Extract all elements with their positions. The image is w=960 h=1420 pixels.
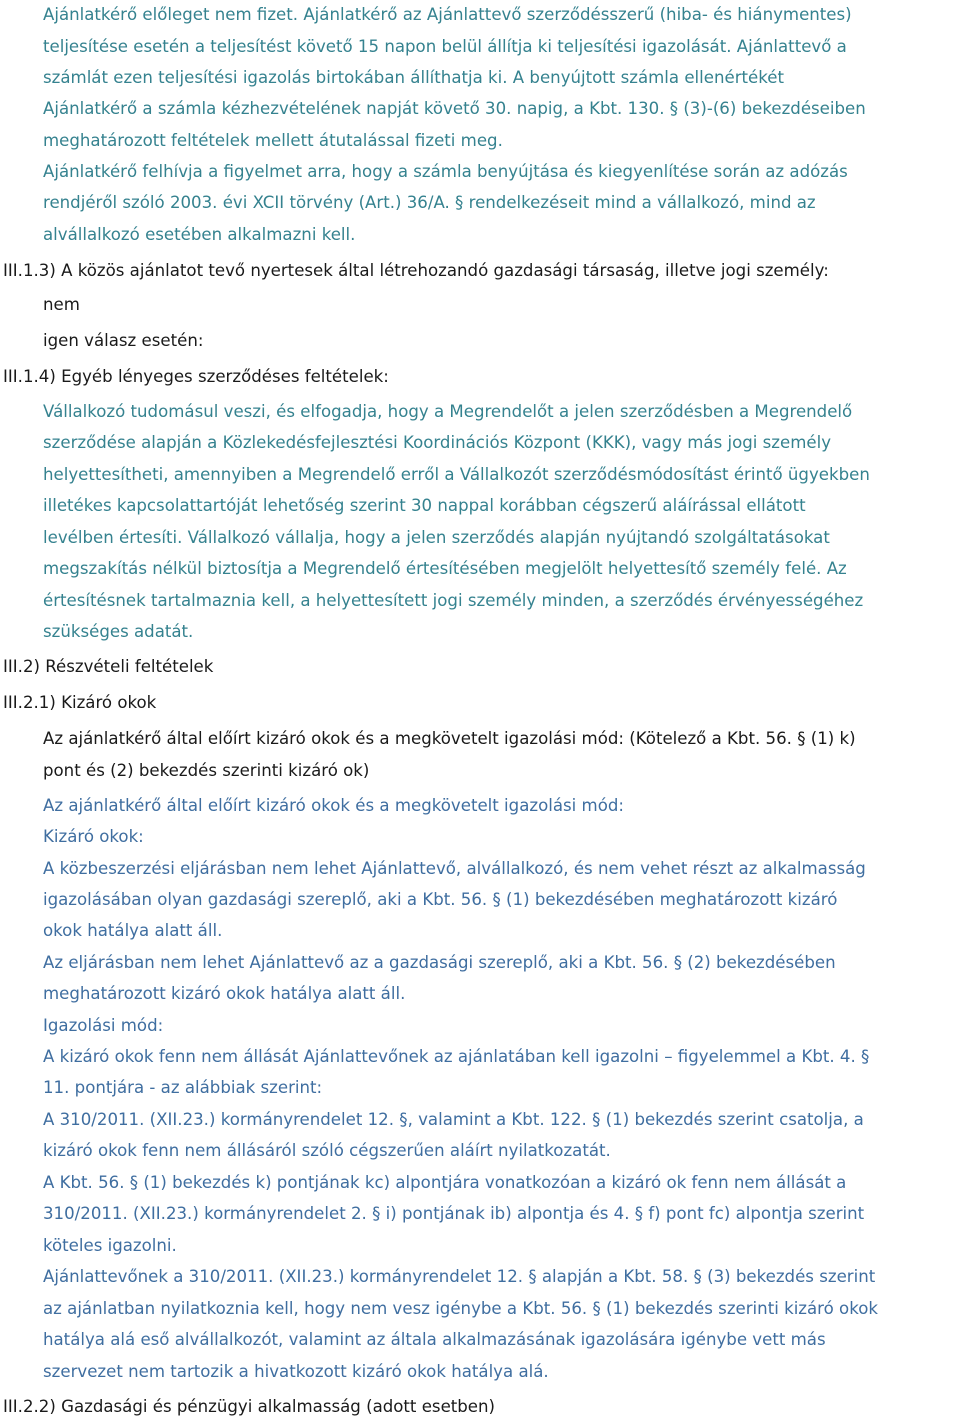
joint-bid-option-no: nem: [43, 295, 80, 314]
section-heading-iii-1-3: III.1.3) A közös ajánlatot tevő nyertesek által létrehozandó gazdasági társaság, illetve jogi személy:: [3, 261, 829, 280]
exclusion-body-line: okok hatálya alatt áll.: [43, 921, 223, 940]
exclusion-body-line: A Kbt. 56. § (1) bekezdés k) pontjának kc) alpontjára vonatkozóan a kizáró ok fenn nem állását a: [43, 1173, 847, 1192]
payment-terms-line: rendjéről szóló 2003. évi XCII törvény (Art.) 36/A. § rendelkezéseit mind a vállalkozó, mind az: [43, 193, 816, 212]
contract-terms-line: levélben értesíti. Vállalkozó vállalja, hogy a jelen szerződés alapján nyújtandó szolgáltatásokat: [43, 528, 830, 547]
exclusion-body-line: kizáró okok fenn nem állásáról szóló cégszerűen aláírt nyilatkozatát.: [43, 1141, 611, 1160]
payment-terms-line: számlát ezen teljesítési igazolás birtokában állíthatja ki. A benyújtott számla ellenértékét: [43, 68, 784, 87]
exclusion-body-line: meghatározott kizáró okok hatálya alatt áll.: [43, 984, 406, 1003]
contract-terms-line: szükséges adatát.: [43, 622, 194, 641]
exclusion-body-line: A 310/2011. (XII.23.) kormányrendelet 12. §, valamint a Kbt. 122. § (1) bekezdés szerint csatolja, a: [43, 1110, 864, 1129]
exclusion-body-line: A közbeszerzési eljárásban nem lehet Ajánlattevő, alvállalkozó, és nem vehet részt az alkalmasság: [43, 859, 866, 878]
payment-terms-line: Ajánlatkérő előleget nem fizet. Ajánlatkérő az Ajánlattevő szerződésszerű (hiba- és hiánymentes): [43, 5, 852, 24]
exclusion-intro-line: pont és (2) bekezdés szerinti kizáró ok): [43, 761, 370, 780]
exclusion-body-line: Az eljárásban nem lehet Ajánlattevő az a gazdasági szereplő, aki a Kbt. 56. § (2) bekezdésében: [43, 953, 836, 972]
exclusion-body-line: Az ajánlatkérő által előírt kizáró okok és a megkövetelt igazolási mód:: [43, 796, 624, 815]
payment-terms-line: Ajánlatkérő felhívja a figyelmet arra, hogy a számla benyújtása és kiegyenlítése során az adózás: [43, 162, 848, 181]
exclusion-body-line: igazolásában olyan gazdasági szereplő, aki a Kbt. 56. § (1) bekezdésében meghatározott kizáró: [43, 890, 838, 909]
payment-terms-line: teljesítése esetén a teljesítést követő 15 napon belül állítja ki teljesítési igazolását. Ajánlattevő a: [43, 37, 847, 56]
exclusion-body-line: A kizáró okok fenn nem állását Ajánlattevőnek az ajánlatában kell igazolni – figyelemmel a Kbt. 4. §: [43, 1047, 870, 1066]
section-heading-iii-1-4: III.1.4) Egyéb lényeges szerződéses feltételek:: [3, 367, 389, 386]
exclusion-body-line: 11. pontjára - az alábbiak szerint:: [43, 1078, 323, 1097]
contract-terms-line: helyettesítheti, amennyiben a Megrendelő erről a Vállalkozót szerződésmódosítást érintő ügyekben: [43, 465, 870, 484]
exclusion-intro-line: Az ajánlatkérő által előírt kizáró okok és a megkövetelt igazolási mód: (Kötelező a Kbt. 56. § (1) k): [43, 729, 856, 748]
payment-terms-line: Ajánlatkérő a számla kézhezvételének napját követő 30. napig, a Kbt. 130. § (3)-(6) bekezdéseiben: [43, 99, 866, 118]
contract-terms-line: megszakítás nélkül biztosítja a Megrendelő értesítésében megjelölt helyettesítő személy felé. Az: [43, 559, 847, 578]
section-heading-iii-2-2: III.2.2) Gazdasági és pénzügyi alkalmasság (adott esetben): [3, 1397, 496, 1416]
contract-terms-line: Vállalkozó tudomásul veszi, és elfogadja, hogy a Megrendelőt a jelen szerződésben a Megrendelő: [43, 402, 853, 421]
joint-bid-option-yes: igen válasz esetén:: [43, 331, 204, 350]
contract-terms-line: értesítésnek tartalmaznia kell, a helyettesített jogi személy minden, a szerződés érvényességéhez: [43, 591, 864, 610]
exclusion-body-line: hatálya alá eső alvállalkozót, valamint az általa alkalmazásának igazolására igénybe vett más: [43, 1330, 826, 1349]
payment-terms-line: alvállalkozó esetében alkalmazni kell.: [43, 225, 356, 244]
contract-terms-line: illetékes kapcsolattartóját lehetőség szerint 30 nappal korábban cégszerű aláírással ellátott: [43, 496, 806, 515]
section-heading-iii-2-1: III.2.1) Kizáró okok: [3, 693, 157, 712]
exclusion-body-line: Igazolási mód:: [43, 1016, 164, 1035]
payment-terms-line: meghatározott feltételek mellett átutalással fizeti meg.: [43, 131, 503, 150]
exclusion-body-line: 310/2011. (XII.23.) kormányrendelet 2. § i) pontjának ib) alpontja és 4. § f) pont fc) alpontja szerint: [43, 1204, 865, 1223]
exclusion-body-line: köteles igazolni.: [43, 1236, 177, 1255]
contract-terms-line: szerződése alapján a Közlekedésfejlesztési Koordinációs Központ (KKK), vagy más jogi személy: [43, 433, 832, 452]
exclusion-body-line: az ajánlatban nyilatkoznia kell, hogy nem vesz igénybe a Kbt. 56. § (1) bekezdés szerinti kizáró okok: [43, 1299, 878, 1318]
exclusion-body-line: Kizáró okok:: [43, 827, 144, 846]
exclusion-body-line: szervezet nem tartozik a hivatkozott kizáró okok hatálya alá.: [43, 1362, 549, 1381]
exclusion-body-line: Ajánlattevőnek a 310/2011. (XII.23.) kormányrendelet 12. § alapján a Kbt. 58. § (3) bekezdés szerint: [43, 1267, 876, 1286]
section-heading-iii-2: III.2) Részvételi feltételek: [3, 657, 214, 676]
